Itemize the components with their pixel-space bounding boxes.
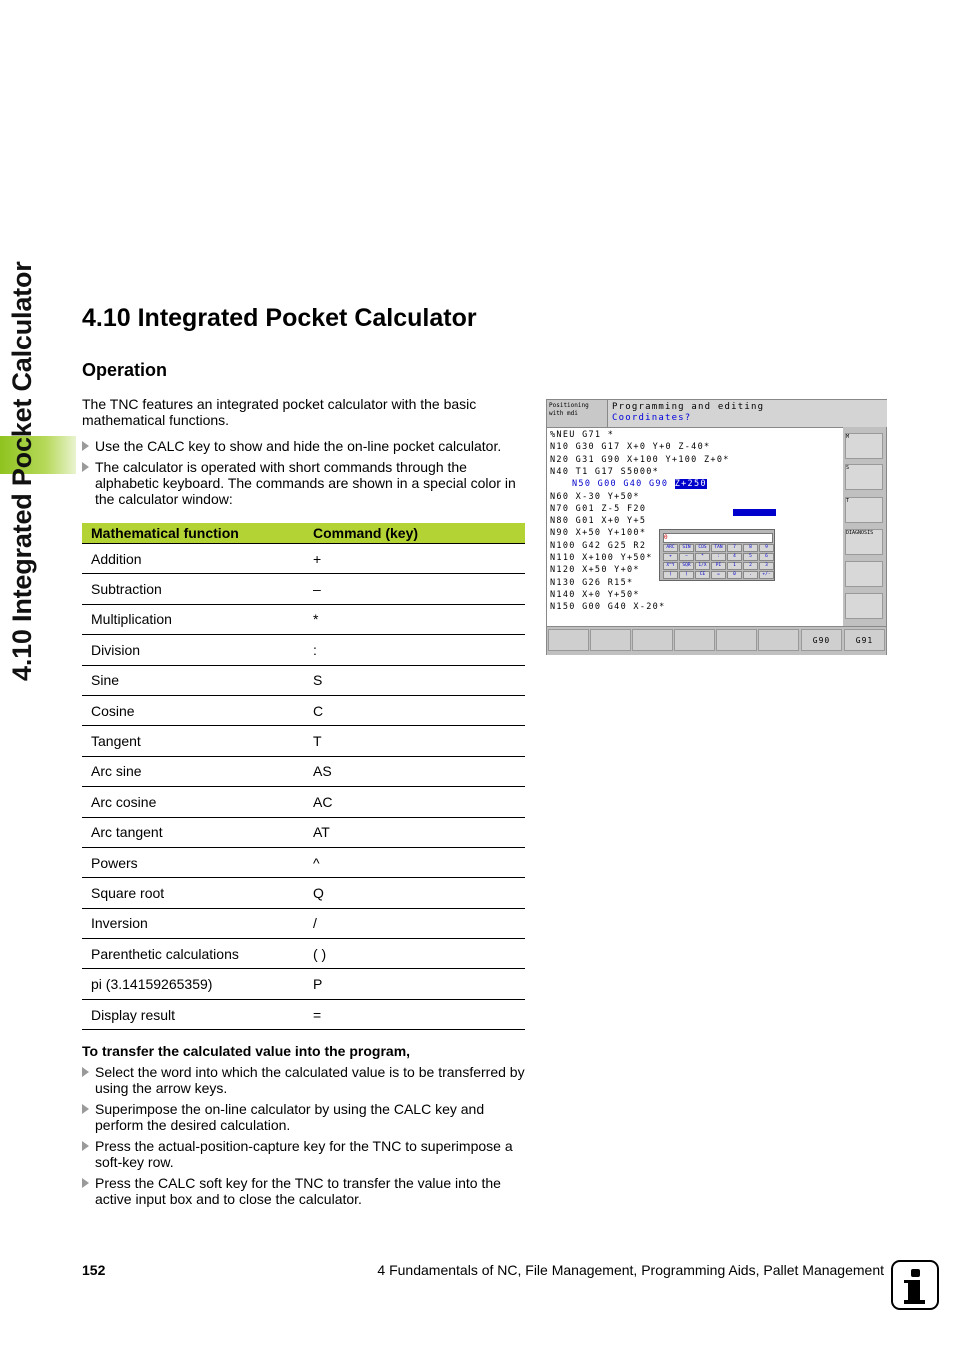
softkey-empty[interactable] (632, 629, 673, 651)
calculator-key[interactable]: SIN (679, 544, 694, 552)
table-row (82, 635, 525, 665)
command-cell: T (304, 726, 525, 756)
softkey-empty[interactable] (674, 629, 715, 651)
page-number: 152 (82, 1262, 106, 1278)
bullet-item (82, 1101, 527, 1133)
transfer-heading: To transfer the calculated value into the program, (82, 1043, 411, 1059)
program-line[interactable]: N90 X+50 Y+100* (550, 528, 647, 539)
program-line[interactable]: N80 G01 X+0 Y+5 (550, 516, 647, 527)
column-header: Mathematical function (82, 523, 304, 544)
intro-paragraph: The TNC features an integrated pocket calculator with the basic mathematical functions. (82, 396, 477, 428)
function-cell: Arc tangent (82, 817, 304, 847)
softkey-g90[interactable]: G90 (801, 629, 842, 651)
calculator-key[interactable]: 7 (727, 544, 742, 552)
table-row (82, 695, 525, 725)
softkey-g91[interactable]: G91 (844, 629, 885, 651)
calculator-key[interactable]: * (695, 553, 710, 561)
bullet-item (82, 1064, 527, 1096)
calculator-key[interactable]: 5 (743, 553, 758, 561)
command-cell: : (304, 635, 525, 665)
function-cell: Arc sine (82, 756, 304, 786)
program-line[interactable]: N70 G01 Z-5 F20 (550, 503, 647, 514)
table-row (82, 787, 525, 817)
tnc-program-window (547, 427, 843, 627)
softkey-empty[interactable] (548, 629, 589, 651)
tnc-header-mode: Programming and editing (612, 402, 765, 412)
function-cell: Parenthetic calculations (82, 939, 304, 969)
table-row (82, 574, 525, 604)
program-line[interactable]: N10 G30 G17 X+0 Y+0 Z-40* (550, 442, 711, 453)
function-cell: Multiplication (82, 604, 304, 634)
tnc-right-key-t[interactable]: T (845, 497, 883, 523)
calculator-key[interactable]: X^Y (663, 562, 678, 570)
tnc-right-key-diagnosis[interactable]: DIAGNOSIS (845, 529, 883, 555)
function-cell: Arc cosine (82, 787, 304, 817)
table-row (82, 847, 525, 877)
command-cell: AC (304, 787, 525, 817)
softkey-empty[interactable] (716, 629, 757, 651)
calculator-key[interactable]: + (663, 553, 678, 561)
calculator-key[interactable]: : (711, 553, 726, 561)
tnc-right-key-m[interactable]: M (845, 433, 883, 459)
bullet-text: Use the CALC key to show and hide the on-line pocket calculator. (95, 438, 502, 454)
tnc-right-key-empty[interactable] (845, 593, 883, 619)
bullet-text: The calculator is operated with short commands through the alphabetic keyboard. The commands are shown in a special color in the calculator window: (95, 459, 516, 507)
function-cell: Sine (82, 665, 304, 695)
program-line[interactable]: N20 G31 G90 X+100 Y+100 Z+0* (550, 454, 730, 465)
calculator-key[interactable]: ) (679, 571, 694, 579)
active-value[interactable]: Z+250 (674, 479, 707, 490)
bullet-text: Superimpose the on-line calculator by using the CALC key and perform the desired calculation. (95, 1101, 485, 1133)
program-line[interactable]: N120 X+50 Y+0* (550, 565, 640, 576)
calculator-key[interactable]: 2 (743, 562, 758, 570)
command-cell: AT (304, 817, 525, 847)
calculator-key[interactable]: 1 (727, 562, 742, 570)
function-cell: pi (3.14159265359) (82, 969, 304, 999)
bullet-item (82, 438, 527, 454)
calculator-key[interactable]: CE (695, 571, 710, 579)
function-cell: Cosine (82, 695, 304, 725)
function-cell: Square root (82, 878, 304, 908)
bullet-arrow-icon (82, 1141, 89, 1151)
function-cell: Division (82, 635, 304, 665)
command-cell: P (304, 969, 525, 999)
math-function-table (82, 523, 525, 1030)
tnc-right-key-empty[interactable] (845, 561, 883, 587)
tnc-softkey-row (547, 626, 886, 655)
bullet-arrow-icon (82, 441, 89, 451)
program-line[interactable]: N100 G42 G25 R2 (550, 540, 647, 551)
bullet-arrow-icon (82, 1067, 89, 1077)
calculator-key[interactable]: ( (663, 571, 678, 579)
bullet-item (82, 1175, 527, 1207)
calculator-key[interactable]: – (679, 553, 694, 561)
command-cell: AS (304, 756, 525, 786)
program-line[interactable]: N140 X+0 Y+50* (550, 589, 640, 600)
function-cell: Addition (82, 544, 304, 574)
calculator-window (659, 529, 775, 581)
command-cell: + (304, 544, 525, 574)
command-cell: S (304, 665, 525, 695)
table-row (82, 726, 525, 756)
section-title: Operation (82, 360, 168, 380)
bullet-item (82, 1138, 527, 1170)
table-row (82, 939, 525, 969)
calculator-key[interactable]: SQR (679, 562, 694, 570)
command-cell: Q (304, 878, 525, 908)
tnc-mode-label: Positioning with mdi (549, 402, 589, 417)
calculator-key[interactable]: = (711, 571, 726, 579)
tnc-selection-bar (733, 509, 776, 516)
softkey-empty[interactable] (590, 629, 631, 651)
column-header: Command (key) (304, 523, 525, 544)
tnc-right-key-s[interactable]: S (845, 464, 883, 490)
calculator-key[interactable]: +/- (759, 571, 774, 579)
softkey-empty[interactable] (758, 629, 799, 651)
table-row (82, 604, 525, 634)
command-cell: * (304, 604, 525, 634)
function-cell: Subtraction (82, 574, 304, 604)
bullet-arrow-icon (82, 1178, 89, 1188)
program-line[interactable]: N130 G26 R15* (550, 577, 634, 588)
function-cell: Display result (82, 999, 304, 1029)
program-line[interactable]: N150 G00 G40 X-20* (550, 602, 666, 613)
command-cell: – (304, 574, 525, 604)
calculator-key[interactable]: . (743, 571, 758, 579)
page-title: 4.10 Integrated Pocket Calculator (82, 304, 477, 332)
command-cell: / (304, 908, 525, 938)
calculator-key[interactable]: 3 (759, 562, 774, 570)
calculator-key[interactable]: 1/X (695, 562, 710, 570)
calculator-key[interactable]: 8 (743, 544, 758, 552)
bullet-arrow-icon (82, 1104, 89, 1114)
table-row (82, 544, 525, 574)
calculator-key[interactable]: 6 (759, 553, 774, 561)
function-cell: Powers (82, 847, 304, 877)
calculator-key[interactable]: COS (695, 544, 710, 552)
tnc-header-prompt: Coordinates? (612, 413, 692, 423)
tnc-right-keys (843, 427, 886, 626)
calculator-key[interactable]: PI (711, 562, 726, 570)
calculator-key[interactable]: 4 (727, 553, 742, 561)
calculator-key[interactable]: 0 (727, 571, 742, 579)
bullet-text: Press the CALC soft key for the TNC to transfer the value into the active input box and to close the calculator. (95, 1175, 501, 1207)
program-line[interactable]: %NEU G71 * (550, 430, 615, 440)
table-row (82, 908, 525, 938)
table-row (82, 817, 525, 847)
side-chapter-title: 4.10 Integrated Pocket Calculator (7, 261, 37, 681)
tnc-header (607, 400, 887, 427)
tnc-screen (546, 399, 887, 655)
table-row (82, 665, 525, 695)
program-line[interactable]: N110 X+100 Y+50* (550, 553, 653, 563)
bullet-item (82, 459, 527, 507)
table-row (82, 878, 525, 908)
calculator-key[interactable]: 9 (759, 544, 774, 552)
program-line[interactable]: N40 T1 G17 S5000* (550, 466, 660, 477)
function-cell: Inversion (82, 908, 304, 938)
command-cell: = (304, 999, 525, 1029)
function-cell: Tangent (82, 726, 304, 756)
program-line[interactable]: N60 X-30 Y+50* (550, 491, 640, 502)
table-row (82, 756, 525, 786)
chapter-footer: 4 Fundamentals of NC, File Management, Programming Aids, Pallet Management (377, 1262, 884, 1278)
command-cell: ( ) (304, 939, 525, 969)
table-header-row (82, 523, 525, 544)
command-cell: C (304, 695, 525, 725)
table-row (82, 969, 525, 999)
program-line[interactable]: N50 G00 G40 G90 Z+250 (572, 479, 707, 490)
bullet-text: Press the actual-position-capture key for the TNC to superimpose a soft-key row. (95, 1138, 513, 1170)
calculator-display: 0 (663, 533, 773, 543)
calculator-key[interactable]: ARC (663, 544, 678, 552)
command-cell: ^ (304, 847, 525, 877)
info-icon (891, 1260, 939, 1310)
bullet-arrow-icon (82, 462, 89, 472)
table-row (82, 999, 525, 1029)
calculator-key[interactable]: TAN (711, 544, 726, 552)
bullet-text: Select the word into which the calculated value is to be transferred by using the arrow keys. (95, 1064, 525, 1096)
